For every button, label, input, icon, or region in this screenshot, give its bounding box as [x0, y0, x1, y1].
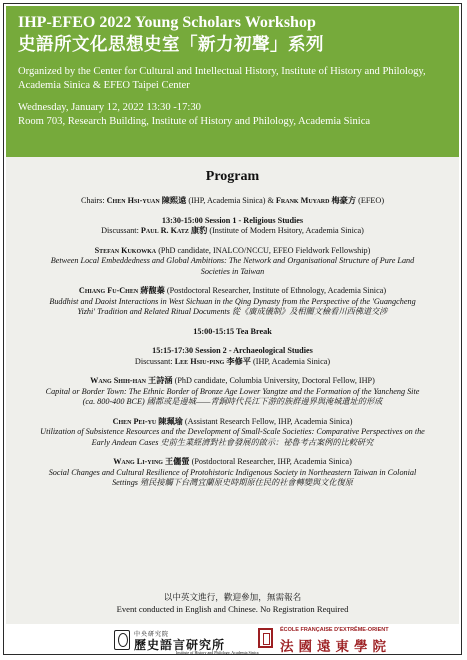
talk-title-line: Settings 殖民接觸下台灣宜蘭原史時期原住民的社會轉變與文化復原 — [112, 478, 353, 487]
footer-note — [6, 584, 459, 624]
program-section — [6, 157, 459, 584]
discussant-prefix: Discussant: — [101, 226, 141, 235]
speaker-affiliation: (Postdoctoral Researcher, Institute of Ethnology, Academia Sinica) — [164, 286, 387, 295]
ihp-logo-english: Institute of History and Philology, Academia Sinica — [176, 650, 259, 655]
poster-header — [6, 6, 459, 157]
discussant-affiliation: (Institute of Modern Hsitory, Academia Sinica) — [207, 226, 364, 235]
discussant-name: Lee Hsiu-ping 李修平 — [174, 356, 251, 366]
logo-strip — [6, 624, 459, 654]
discussant-name: Paul R. Katz 康豹 — [140, 226, 208, 235]
talk-speaker-line — [6, 286, 459, 297]
session-1-title: 13:30-15:00 Session 1 - Religious Studies — [161, 215, 304, 225]
speaker-name: Wang Shih-han 王詩涵 — [90, 376, 173, 385]
speaker-affiliation: (PhD candidate, INALCO/NCCU, EFEO Fieldwork Fellowship) — [156, 245, 371, 255]
ihp-logo-name: 歷史語言研究所 — [134, 638, 226, 652]
talk-title-line: Between Local Embeddedness and Global Ambitions: The Network and Organisational Structure of Pure Land — [50, 256, 415, 265]
efeo-logo-english: ÉCOLE FRANÇAISE D'EXTRÊME-ORIENT — [280, 627, 389, 633]
talk-title-line: Utilization of Subsistence Resources and the Development of Small-Scale Societies: Comparative Perspectives on the — [40, 427, 425, 436]
speaker-name: Chen Pei-yu 陳珮瑜 — [112, 416, 183, 426]
chairs-prefix: Chairs: — [80, 196, 107, 205]
talk-title-line: Capital or Border Town: The Ethnic Border of Bronze Age Lower Yangtze and the Formation of the Yancheng Site — [45, 386, 420, 396]
talk-title-line: Societies in Taiwan — [200, 266, 265, 276]
efeo-emblem-icon — [258, 628, 273, 648]
session-1-discussant — [6, 226, 459, 237]
talk-title-line: Early Andean Cases 史前生業經濟對社會發展的啟示：祕魯考古案例的比較研究 — [91, 437, 374, 447]
session-2-title: 15:15-17:30 Session 2 - Archaeological Studies — [152, 346, 313, 355]
talk-title-line: Buddhist and Daoist Interactions in West Sichuan in the Qing Dynasty from the Perspective of the 'Guangcheng — [49, 296, 416, 306]
footer-note-zh: 以中英文進行，歡迎參加，無需報名 — [163, 592, 302, 602]
workshop-title: IHP-EFEO 2022 Young Scholars Workshop — [18, 14, 316, 31]
talk-kukowka — [6, 246, 459, 278]
chairs-line — [6, 196, 459, 207]
ihp-seal-icon — [114, 630, 130, 650]
discussant-prefix: Discussant: — [134, 356, 175, 366]
talk-speaker-line — [6, 376, 459, 387]
speaker-name: Stefan Kukowka — [94, 245, 157, 255]
event-date: Wednesday, January 12, 2022 13:30 -17:30 — [18, 102, 201, 113]
session-1 — [6, 216, 459, 237]
footer-note-en: Event conducted in English and Chinese. No Registration Required — [116, 603, 349, 614]
workshop-title-zh: 史語所文化思想史室「新力初聲」系列 — [18, 34, 324, 54]
event-room: Room 703, Research Building, Institute of History and Philology, Academia Sinica — [18, 116, 371, 127]
chair-2-name: Frank Muyard 梅豪方 — [275, 196, 357, 205]
speaker-name: Chiang Fu-Chen 蔣馥蓁 — [78, 286, 165, 295]
talk-speaker-line — [6, 417, 459, 428]
speaker-affiliation: (PhD candidate, Columbia University, Doctoral Fellow, IHP) — [172, 376, 375, 385]
speaker-affiliation: (Postdoctoral Researcher, IHP, Academia Sinica) — [189, 457, 352, 466]
session-2 — [6, 346, 459, 367]
tea-break: 15:00-15:15 Tea Break — [193, 326, 272, 336]
speaker-name: Wang Li-ying 王儷螢 — [113, 457, 190, 466]
ihp-logo-small-text: 中央研究院 — [134, 632, 170, 638]
session-2-discussant — [6, 357, 459, 368]
talk-speaker-line — [6, 457, 459, 468]
chair-1-affiliation: (IHP, Academia Sinica) & — [186, 196, 276, 205]
talk-wang-li-ying — [6, 457, 459, 489]
talk-title-line: Social Changes and Cultural Resilience of Protohistoric Indigenous Society in Northeastern Taiwan in Colonial — [48, 467, 417, 477]
chair-2-affiliation: (EFEO) — [356, 196, 385, 205]
efeo-logo-name: 法國遠東學院 — [280, 639, 391, 654]
poster-frame — [3, 3, 462, 655]
discussant-affiliation: (IHP, Academia Sinica) — [250, 356, 331, 366]
organizer-text: Organized by the Center for Cultural and Intellectual History, Institute of History and Philology, Academia Sinica & EFEO Taipei Center — [18, 66, 426, 91]
talk-wang-shih-han — [6, 376, 459, 408]
talk-speaker-line — [6, 246, 459, 257]
talk-title-line: (ca. 800-400 BCE) 國都或是邊城——青銅時代長江下游的族群邊界與淹城遺址的形成 — [82, 397, 383, 406]
chair-1-name: Chen Hsi-yuan 陳熙遠 — [106, 196, 187, 205]
talk-chen-pei-yu — [6, 417, 459, 449]
talk-chiang — [6, 286, 459, 318]
talk-title-line: Yizhi' Tradition and Related Ritual Documents 從《廣成儀制》及相關文檢看川西佛道交涉 — [77, 307, 388, 316]
speaker-affiliation: (Assistant Research Fellow, IHP, Academia Sinica) — [182, 416, 353, 426]
program-title: Program — [205, 169, 260, 184]
